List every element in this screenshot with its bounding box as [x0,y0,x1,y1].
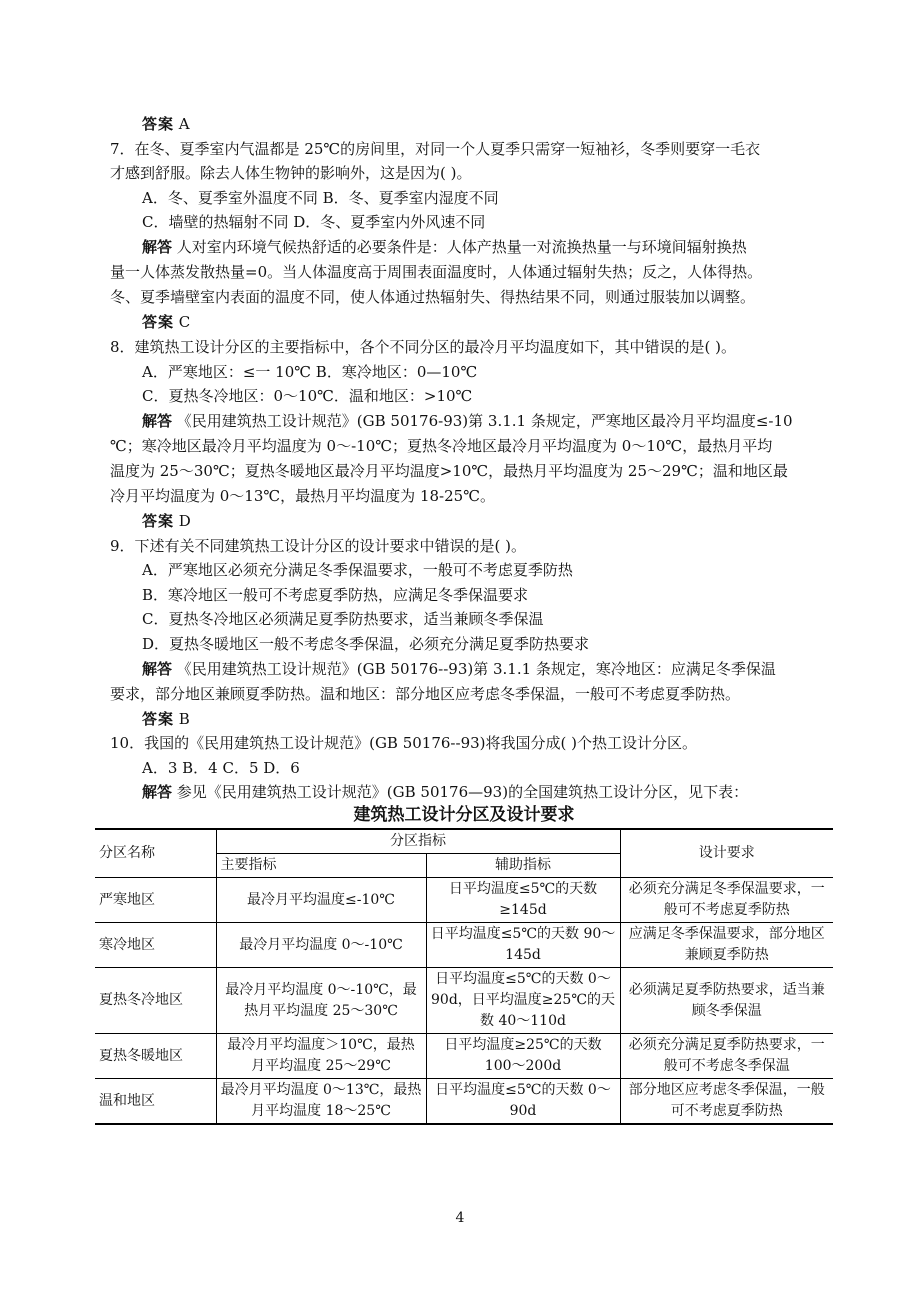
table-body [95,878,833,1125]
solution-line [142,235,812,259]
line-label: 解答 [142,238,173,256]
text-line [142,558,812,582]
answer-line [142,112,842,136]
line-text: C．夏热冬冷地区必须满足夏季防热要求，适当兼顾冬季保温 [142,610,544,628]
solution-line [142,657,812,681]
text-line [142,210,812,234]
table-row [95,1079,833,1125]
line-text: 《民用建筑热工设计规范》(GB 50176-93)第 3.1.1 条规定，严寒地区最冷月平均温度≤-10 [176,412,793,430]
text-line [110,434,810,458]
line-label: 解答 [142,783,173,801]
answer-line [142,310,842,334]
line-label: 解答 [142,660,173,678]
answer-line [142,509,842,533]
line-text: A．严寒地区：≤一 10℃ B．寒冷地区：0—10℃ [142,363,478,381]
line-text: 9．下述有关不同建筑热工设计分区的设计要求中错误的是( )。 [110,537,527,555]
table-row [95,1034,833,1079]
line-text: C．墙壁的热辐射不同 D．冬、夏季室内外风速不同 [142,213,486,231]
main-indicator-cell: 最冷月平均温度＞10℃，最热月平均温度 25～29℃ [216,1034,426,1079]
zone-name-cell: 严寒地区 [95,878,216,923]
zone-name-cell: 寒冷地区 [95,923,216,968]
thermal-zones-table [95,828,833,1125]
text-line [110,161,810,185]
text-line [110,534,810,558]
line-text: 8．建筑热工设计分区的主要指标中，各个不同分区的最冷月平均温度如下，其中错误的是( )。 [110,338,737,356]
requirement-cell: 应满足冬季保温要求，部分地区兼顾夏季防热 [620,923,833,968]
line-text: D．夏热冬暖地区一般不考虑冬季保温，必须充分满足夏季防热要求 [142,635,590,653]
header-zone-name: 分区名称 [95,829,216,878]
line-text: D [178,512,191,530]
line-text: C．夏热冬冷地区：0～10℃．温和地区：>10℃ [142,387,473,405]
text-line [142,632,812,656]
requirement-cell: 必须充分满足冬季保温要求，一般可不考虑夏季防热 [620,878,833,923]
line-label: 答案 [142,710,175,728]
line-text: 温度为 25～30℃；夏热冬暖地区最冷月平均温度>10℃，最热月平均温度为 25～29℃；温和地区最 [110,462,788,480]
requirement-cell: 部分地区应考虑冬季保温，一般可不考虑夏季防热 [620,1079,833,1125]
line-text: 人对室内环境气候热舒适的必要条件是：人体产热量一对流换热量一与环境间辐射换热 [176,238,747,256]
line-text: A．冬、夏季室外温度不同 B．冬、夏季室内湿度不同 [142,189,499,207]
line-text: 冷月平均温度为 0～13℃，最热月平均温度为 18-25℃。 [110,487,495,505]
requirement-cell: 必须充分满足夏季防热要求，一般可不考虑冬季保温 [620,1034,833,1079]
zone-name-cell: 夏热冬冷地区 [95,968,216,1034]
line-text: 7．在冬、夏季室内气温都是 25℃的房间里，对同一个人夏季只需穿一短袖衫，冬季则要穿一毛衣 [110,140,761,158]
zone-name-cell: 温和地区 [95,1079,216,1125]
text-line [110,459,810,483]
text-line [110,731,810,755]
line-text: ℃；寒冷地区最冷月平均温度为 0～-10℃；夏热冬冷地区最冷月平均温度为 0～10℃，最热月平均 [110,437,773,455]
line-text: 才感到舒服。除去人体生物钟的影响外，这是因为( )。 [110,164,472,182]
header-indicators: 分区指标 [216,829,620,854]
aux-indicator-cell: 日平均温度≤5℃的天数 0～90d，日平均温度≥25℃的天数 40～110d [426,968,620,1034]
header-main: 主要指标 [216,854,426,878]
line-label: 答案 [142,313,175,331]
line-label: 解答 [142,412,173,430]
table-row [95,968,833,1034]
line-text: 《民用建筑热工设计规范》(GB 50176--93)第 3.1.1 条规定，寒冷地区：应满足冬季保温 [176,660,776,678]
header-requirement: 设计要求 [620,829,833,878]
line-text: 量一人体蒸发散热量=0。当人体温度高于周围表面温度时，人体通过辐射失热；反之，人体得热。 [110,263,763,281]
main-indicator-cell: 最冷月平均温度 0～-10℃ [216,923,426,968]
table-caption: 建筑热工设计分区及设计要求 [353,805,575,825]
main-indicator-cell: 最冷月平均温度 0～13℃，最热月平均温度 18～25℃ [216,1079,426,1125]
line-text: C [178,313,191,331]
text-line [110,285,810,309]
line-text: 冬、夏季墙壁室内表面的温度不同，使人体通过热辐射失、得热结果不同，则通过服装加以调整。 [110,288,756,306]
header-aux: 辅助指标 [426,854,620,878]
aux-indicator-cell: 日平均温度≤5℃的天数 0～90d [426,1079,620,1125]
text-line [110,484,810,508]
line-text: 10．我国的《民用建筑热工设计规范》(GB 50176--93)将我国分成( )个热工设计分区。 [110,734,697,752]
text-line [142,607,812,631]
text-line [142,186,812,210]
text-line [142,360,812,384]
zone-name-cell: 夏热冬暖地区 [95,1034,216,1079]
line-text: B [178,710,190,728]
requirement-cell: 必须满足夏季防热要求，适当兼顾冬季保温 [620,968,833,1034]
line-text: A．3 B．4 C．5 D．6 [142,759,300,777]
aux-indicator-cell: 日平均温度≤5℃的天数≥145d [426,878,620,923]
text-line [110,137,810,161]
line-label: 答案 [142,115,175,133]
main-indicator-cell: 最冷月平均温度 0～-10℃，最热月平均温度 25～30℃ [216,968,426,1034]
main-indicator-cell: 最冷月平均温度≤-10℃ [216,878,426,923]
text-line [142,756,812,780]
line-text: B．寒冷地区一般可不考虑夏季防热，应满足冬季保温要求 [142,586,529,604]
aux-indicator-cell: 日平均温度≥25℃的天数 100～200d [426,1034,620,1079]
solution-line [142,780,812,804]
page-number: 4 [455,1210,465,1226]
line-text: 要求，部分地区兼顾夏季防热。温和地区：部分地区应考虑冬季保温，一般可不考虑夏季防热。 [110,685,741,703]
text-line [142,384,812,408]
table-row [95,878,833,923]
text-line [142,583,812,607]
line-text: A [178,115,190,133]
text-line [110,682,810,706]
answer-line [142,707,842,731]
line-text: 参见《民用建筑热工设计规范》(GB 50176—93)的全国建筑热工设计分区，见下表： [176,783,749,801]
line-text: A．严寒地区必须充分满足冬季保温要求，一般可不考虑夏季防热 [142,561,573,579]
solution-line [142,409,812,433]
line-label: 答案 [142,512,175,530]
text-line [110,335,810,359]
aux-indicator-cell: 日平均温度≤5℃的天数 90～145d [426,923,620,968]
table-row [95,923,833,968]
text-line [110,260,810,284]
